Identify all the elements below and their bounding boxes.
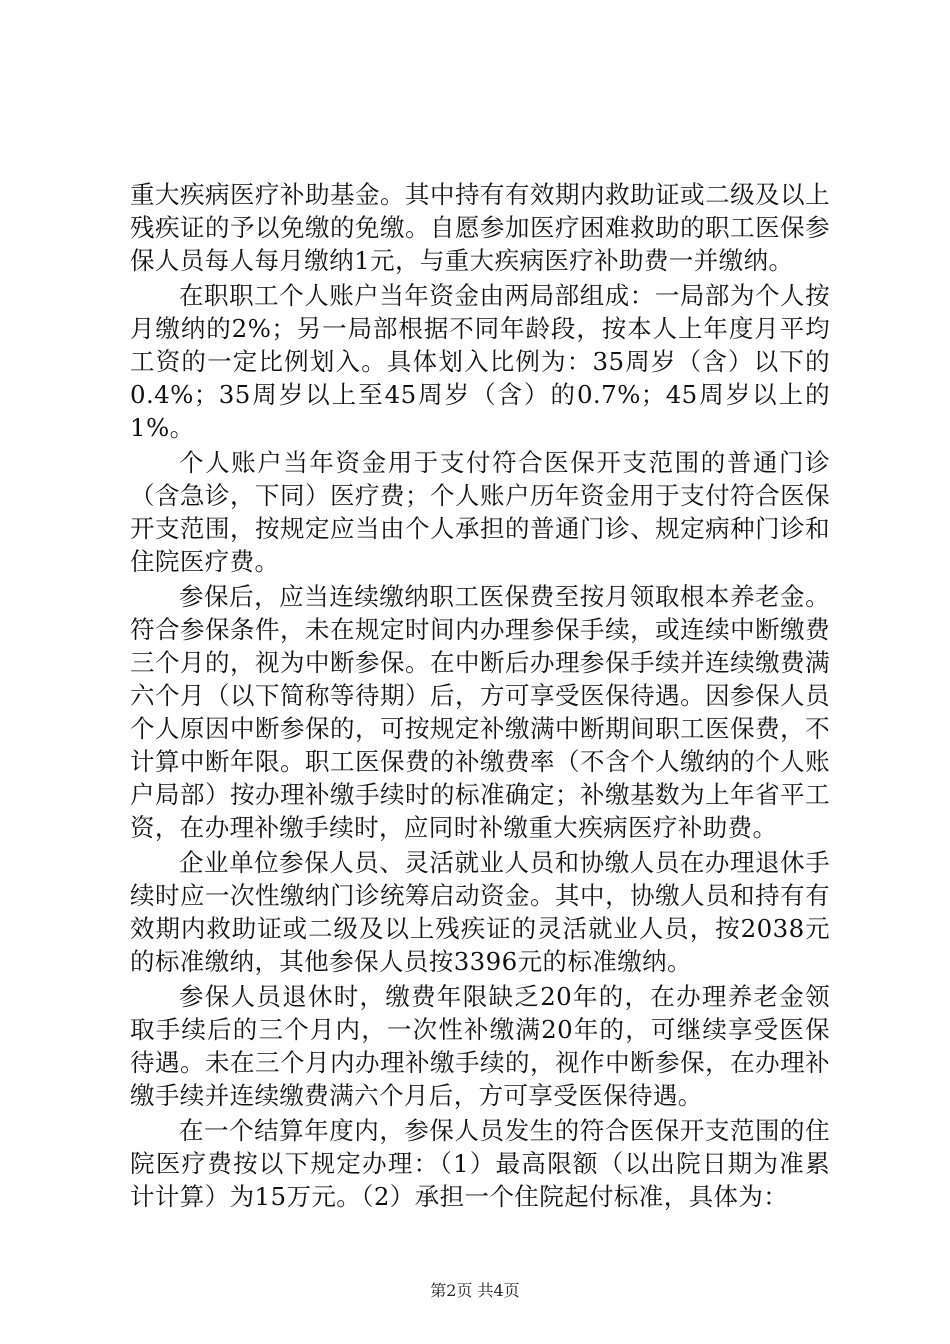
document-body xyxy=(130,178,830,1215)
paragraph-outpatient-startup-fund: 企业单位参保人员、灵活就业人员和协缴人员在办理退休手续时应一次性缴纳门诊统筹启动资金。其中，协缴人员和持有有效期内救助证或二级及以上残疾证的灵活就业人员，按2038元的标准缴纳，其他参保人员按3396元的标准缴纳。 xyxy=(130,848,830,976)
page-number-footer: 第2页 共4页 xyxy=(430,1281,520,1300)
paragraph-continuous-payment: 参保后，应当连续缴纳职工医保费至按月领取根本养老金。符合参保条件，未在规定时间内办理参保手续，或连续中断缴费三个月的，视为中断参保。在中断后办理参保手续并连续缴费满六个月（以下简称等待期）后，方可享受医保待遇。因参保人员个人原因中断参保的，可按规定补缴满中断期间职工医保费，不计算中断年限。职工医保费的补缴费率（不含个人缴纳的个人账户局部）按办理补缴手续时的标准确定；补缴基数为上年省平工资，在办理补缴手续时，应同时补缴重大疾病医疗补助费。 xyxy=(130,582,830,842)
paragraph-hospitalization-rules: 在一个结算年度内，参保人员发生的符合医保开支范围的住院医疗费按以下规定办理：（1）最高限额（以出院日期为准累计计算）为15万元。（2）承担一个住院起付标准，具体为： xyxy=(130,1116,830,1211)
paragraph-retirement-payment-years: 参保人员退休时，缴费年限缺乏20年的，在办理养老金领取手续后的三个月内，一次性补缴满20年的，可继续享受医保待遇。未在三个月内办理补缴手续的，视作中断参保，在办理补缴手续并连续缴费满六个月后，方可享受医保待遇。 xyxy=(130,982,830,1110)
paragraph-continuation: 重大疾病医疗补助基金。其中持有有效期内救助证或二级及以上残疾证的予以免缴的免缴。自愿参加医疗困难救助的职工医保参保人员每人每月缴纳1元，与重大疾病医疗补助费一并缴纳。 xyxy=(130,180,830,275)
paragraph-personal-account-composition: 在职职工个人账户当年资金由两局部组成：一局部为个人按月缴纳的2%；另一局部根据不同年龄段，按本人上年度月平均工资的一定比例划入。具体划入比例为：35周岁（含）以下的0.4%；35周岁以上至45周岁（含）的0.7%；45周岁以上的1%。 xyxy=(130,281,830,442)
paragraph-personal-account-usage: 个人账户当年资金用于支付符合医保开支范围的普通门诊（含急诊，下同）医疗费；个人账户历年资金用于支付符合医保开支范围，按规定应当由个人承担的普通门诊、规定病种门诊和住院医疗费。 xyxy=(130,448,830,576)
